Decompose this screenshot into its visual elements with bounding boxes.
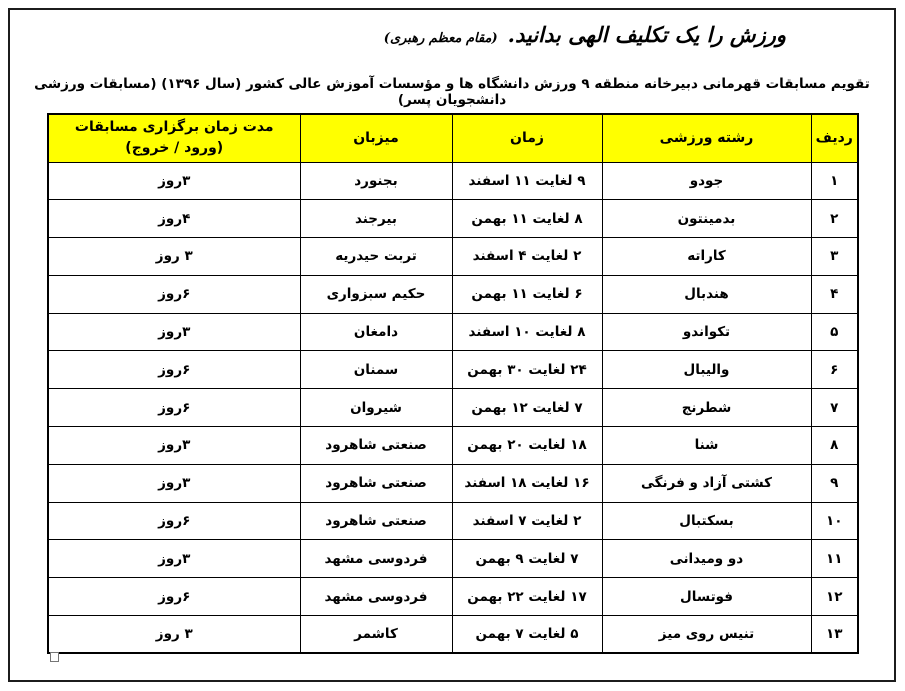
text-cursor-artifact [50,652,59,662]
row-number-cell: ۱۲ [811,578,858,616]
table-row [48,540,858,578]
duration-cell: ۳روز [48,313,300,351]
host-cell: فردوسی مشهد [300,540,452,578]
duration-cell: ۳روز [48,427,300,465]
row-number-cell: ۸ [811,427,858,465]
calligraphy-quote: ورزش را یک تکلیف الهی بدانید. [507,22,786,47]
duration-cell: ۳روز [48,464,300,502]
table-row [48,464,858,502]
time-cell: ۱۶ لغایت ۱۸ اسفند [452,464,602,502]
time-cell: ۲۴ لغایت ۳۰ بهمن [452,351,602,389]
col-header-time: زمان [452,114,602,162]
document-title: تقویم مسابقات قهرمانی دبیرخانه منطقه ۹ ورزش دانشگاه ها و مؤسسات آموزش عالی کشور (سال ۱۳۹۶) (مسابقات ورزشی دانشجویان پسر) [34,76,870,108]
table-row [48,200,858,238]
sport-cell: کشتی آزاد و فرنگی [602,464,811,502]
time-cell: ۱۷ لغایت ۲۲ بهمن [452,578,602,616]
host-cell: سمنان [300,351,452,389]
host-cell: تربت حیدریه [300,238,452,276]
host-cell: صنعتی شاهرود [300,464,452,502]
col-header-sport: رشته ورزشی [602,114,811,162]
host-cell: صنعتی شاهرود [300,502,452,540]
table-row [48,616,858,654]
col-header-duration-line1: مدت زمان برگزاری مسابقات [74,119,274,136]
col-header-row-number: ردیف [811,114,858,162]
host-cell: فردوسی مشهد [300,578,452,616]
sport-cell: هندبال [602,275,811,313]
duration-cell: ۶روز [48,351,300,389]
time-cell: ۷ لغایت ۹ بهمن [452,540,602,578]
duration-cell: ۶روز [48,578,300,616]
time-cell: ۸ لغایت ۱۰ اسفند [452,313,602,351]
host-cell: کاشمر [300,616,452,654]
sport-cell: شطرنج [602,389,811,427]
duration-cell: ۶روز [48,389,300,427]
time-cell: ۵ لغایت ۷ بهمن [452,616,602,654]
row-number-cell: ۱۰ [811,502,858,540]
sport-cell: والیبال [602,351,811,389]
table-row [48,238,858,276]
host-cell: حکیم سبزواری [300,275,452,313]
calligraphy-attribution: (مقام معظم رهبری) [383,31,498,46]
row-number-cell: ۱ [811,162,858,200]
table-row [48,427,858,465]
duration-cell: ۶روز [48,502,300,540]
row-number-cell: ۲ [811,200,858,238]
table-row [48,275,858,313]
host-cell: شیروان [300,389,452,427]
table-row [48,502,858,540]
duration-cell: ۶روز [48,275,300,313]
table-row [48,313,858,351]
time-cell: ۱۸ لغایت ۲۰ بهمن [452,427,602,465]
duration-cell: ۴روز [48,200,300,238]
sport-cell: فوتسال [602,578,811,616]
col-header-duration [48,114,300,162]
sport-cell: دو ومیدانی [602,540,811,578]
sport-cell: تنیس روی میز [602,616,811,654]
table-row [48,162,858,200]
table-row [48,351,858,389]
row-number-cell: ۷ [811,389,858,427]
row-number-cell: ۱۱ [811,540,858,578]
time-cell: ۶ لغایت ۱۱ بهمن [452,275,602,313]
col-header-duration-line2: (ورود / خروج) [125,140,224,157]
time-cell: ۸ لغایت ۱۱ بهمن [452,200,602,238]
sport-cell: جودو [602,162,811,200]
row-number-cell: ۱۳ [811,616,858,654]
calligraphy-header [384,22,786,47]
duration-cell: ۳ روز [48,616,300,654]
host-cell: بجنورد [300,162,452,200]
table-row [48,389,858,427]
table-header-row [48,114,858,162]
time-cell: ۷ لغایت ۱۲ بهمن [452,389,602,427]
sport-cell: بدمینتون [602,200,811,238]
host-cell: بیرجند [300,200,452,238]
row-number-cell: ۹ [811,464,858,502]
time-cell: ۲ لغایت ۴ اسفند [452,238,602,276]
table-row [48,578,858,616]
host-cell: دامغان [300,313,452,351]
time-cell: ۹ لغایت ۱۱ اسفند [452,162,602,200]
sport-cell: تکواندو [602,313,811,351]
row-number-cell: ۴ [811,275,858,313]
duration-cell: ۳ روز [48,238,300,276]
schedule-table [47,113,859,654]
row-number-cell: ۵ [811,313,858,351]
time-cell: ۲ لغایت ۷ اسفند [452,502,602,540]
sport-cell: بسکتبال [602,502,811,540]
duration-cell: ۳روز [48,540,300,578]
col-header-host: میزبان [300,114,452,162]
page-border [8,8,896,682]
row-number-cell: ۶ [811,351,858,389]
duration-cell: ۳روز [48,162,300,200]
row-number-cell: ۳ [811,238,858,276]
sport-cell: کاراته [602,238,811,276]
host-cell: صنعتی شاهرود [300,427,452,465]
sport-cell: شنا [602,427,811,465]
